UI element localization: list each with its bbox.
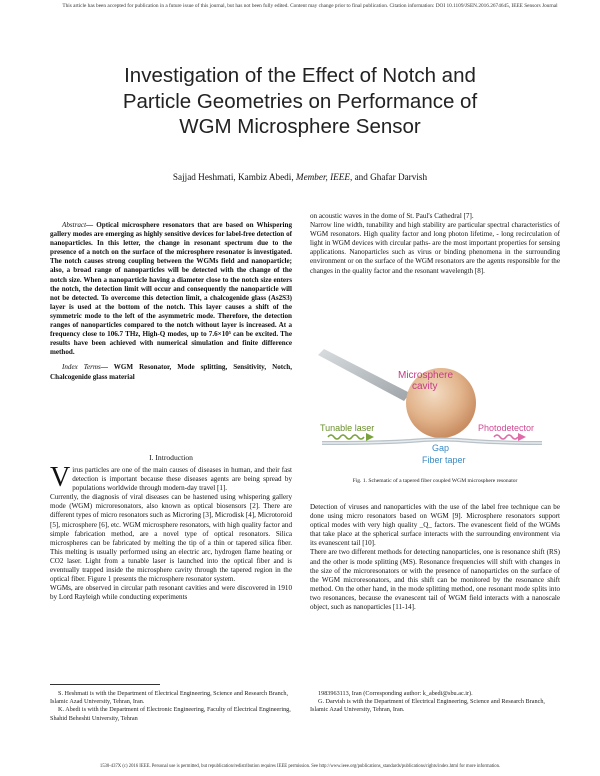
footnote-line: K. Abedi is with the Department of Electronic Engineering, Faculty of Electrical Engineering, Shahid Beheshti University, Tehran — [50, 706, 291, 722]
footnote-right — [310, 690, 560, 715]
footnote-rule — [50, 684, 160, 685]
right-column-bottom — [310, 503, 560, 612]
left-column — [50, 221, 292, 382]
footnote-line: 1983963113, Iran (Corresponding author: k_abedi@sbu.ac.ir). — [318, 690, 473, 697]
title-line: WGM Microsphere Sensor — [179, 115, 421, 138]
paper-title — [60, 63, 540, 140]
index-label: Index Terms — [62, 363, 101, 372]
figure-label-sphere: Microsphere — [398, 370, 454, 381]
figure-label-gap: Gap — [432, 443, 450, 453]
author-membership: Member, IEEE, — [295, 172, 353, 182]
abstract — [50, 221, 292, 357]
copyright-footer: 1530-437X (c) 2016 IEEE. Personal use is permitted, but republication/redistribution requires IEEE permission. See http://www.ieee.org/publications_standards/publications/rights/index.html for more information. — [99, 764, 501, 769]
title-line: Particle Geometries on Performance of — [122, 89, 478, 113]
author-names: Sajjad Heshmati, Kambiz Abedi, — [172, 172, 294, 182]
index-text: — WGM Resonator, Mode splitting, Sensitivity, Notch, Chalcogenide glass material — [50, 363, 292, 381]
figure-label-detector: Photodetector — [478, 423, 535, 433]
figure-label-taper: Fiber taper — [422, 455, 466, 465]
body-paragraph: on acoustic waves in the dome of St. Paul's Cathedral [7]. — [310, 212, 474, 220]
microsphere-figure — [318, 345, 550, 465]
intro-first-text: irus particles are one of the main causes of diseases in human, and their fast detection is important because these diseases agents are being spread by populations worldwide through modern-day travel [1]. — [72, 466, 292, 493]
body-paragraph: There are two different methods for detecting nanoparticles, one is resonance shift (RS) and the other is mode splitting (MS). Resonance frequencies will shift with changes in the size of the microresonators or with the presence of nanoparticles on the surface of the WGM microresonators, and this shift can be monitored by the resonance shift method. On the other hand, in the mode splitting method, one resonant mode splits into two resonances, because the evanescent tail of WGM field interacts with a nanoscale object, such as nanoparticles [11-14]. — [310, 548, 560, 612]
header-notice: This article has been accepted for publication in a future issue of this journal, but has not been fully edited. Content may change prior to final publication. Citation information: DOI 10.1109/JSEN.2016.2674645, IEEE Sensors Journal — [62, 3, 558, 9]
section-heading: I. Introduction — [149, 453, 193, 462]
intro-paragraph: Currently, the diagnosis of viral diseases can be hastened using whispering gallery mode (WGM) microresonators, also known as optical biosensors [2]. There are different types of micro resonators such as Microring [3], Microdisk [4], Microtoroid [5], microsphere [6], etc. WGM microsphere resonators, with high quality factor and simple fabrication method, are a novel type of optical resonators. Silica microspheres can be fabricated by melting the tip of a thin or tapered silica fiber. This melting is usually performed using an electric arc, hydrogen flame heating or CO2 laser. Light from a tunable laser is launched into the optical fiber and is eventually trapped inside the microsphere cavity through the tapered region in the optical fiber. Figure 1 presents the microsphere resonator system. — [50, 493, 292, 584]
index-terms — [50, 363, 292, 381]
body-paragraph: Detection of viruses and nanoparticles with the use of the label free technique can be done using micro resonators based on WGM [9]. Microsphere resonators support optical modes with very high quality _Q_ factors. The evanescent field of the WGMs that take place at the spherical surface interacts with the surrounding environment via its evanescent tail [10]. — [310, 503, 560, 548]
footnote-line: S. Heshmati is with the Department of Electrical Engineering, Science and Research Branch, Islamic Azad University, Tehran, Iran. — [50, 690, 289, 706]
author-list — [100, 172, 500, 182]
footnote-left — [50, 690, 292, 723]
figure-caption: Fig. 1. Schematic of a tapered fiber coupled WGM microsphere resonator — [352, 478, 518, 484]
body-paragraph: Narrow line width, tunability and high stability are particular spectral characteristics of WGM resonators. High quality factor and long photon lifetime, - long recirculation of light in WGM devices with circular paths- are the most important properties for sensing applications. Nanoparticles such as virus or binding phenomena in the surrounding environment or on the surface of the WGM resonators are the agents responsible for the changes in the quality factor and the resonant wavelength [8]. — [310, 221, 560, 275]
figure-label-cavity: cavity — [412, 381, 438, 392]
footnote-line: G. Darvish is with the Department of Electrical Engineering, Science and Research Branch, Islamic Azad University, Tehran, Iran. — [310, 698, 545, 714]
figure-label-laser: Tunable laser — [320, 423, 375, 433]
intro-paragraph: WGMs, are observed in circular path resonant cavities and were discovered in 1910 by Lord Rayleigh while conducting experiments — [50, 584, 292, 602]
author-last: and Ghafar Darvish — [354, 172, 428, 182]
abstract-text: — Optical microsphere resonators that are based on Whispering gallery modes are emerging as highly sensitive devices for label-free detection of nanoparticles. In this letter, the change in resonant spectrum due to the presence of a notch on the surface of the microsphere resonator is investigated. The notch causes strong coupling between the WGMs field and nanoparticle; also, a broad range of nanoparticles will be detected with the change of the notch size. When a nanoparticle having a diameter close to the notch size enters the notch, the detection limit will occur and consequently the nanoparticle will not be detected. To overcome this detection limit, a chalcogenide glass (As2S3) layer is used at the bottom of the notch. This layer causes a shift of the symmetric mode to the left of the asymmetric mode. Therefore, the detection ranges of nanoparticles compared to the notch without layer is increased. At a frequency close to 106.7 THz, High-Q modes, up to 7.6×10⁵ can be excited. The results have been achieved with numerical simulation and finite difference method. — [50, 221, 292, 357]
abstract-label: Abstract — [62, 221, 87, 229]
title-line: Investigation of the Effect of Notch and — [124, 64, 476, 87]
input-wave — [328, 433, 374, 441]
output-wave — [494, 433, 526, 441]
fiber-stem — [318, 349, 410, 401]
drop-cap: V — [50, 462, 71, 493]
intro-paragraph — [50, 462, 292, 493]
intro-column — [50, 462, 292, 602]
right-column-top — [310, 212, 560, 276]
